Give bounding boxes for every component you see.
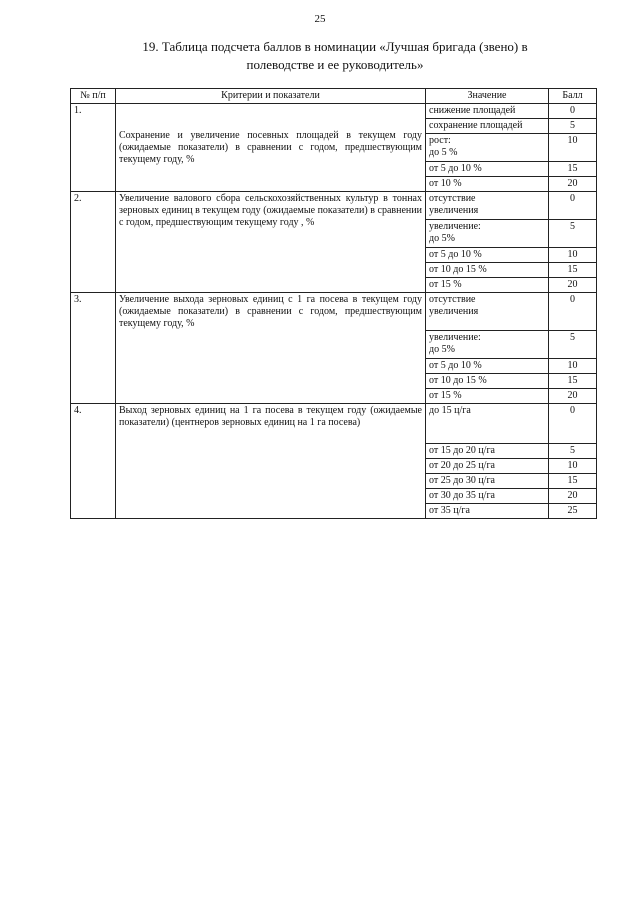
value-cell: от 15 % [426, 278, 549, 293]
title-line-2: полеводстве и ее руководитель» [246, 57, 424, 72]
value-cell: от 10 до 15 % [426, 374, 549, 389]
row-number: 2. [71, 192, 116, 293]
points-cell: 20 [549, 389, 597, 404]
value-cell: от 5 до 10 % [426, 248, 549, 263]
value-cell: от 5 до 10 % [426, 359, 549, 374]
value-cell: снижение площадей [426, 104, 549, 119]
points-cell: 10 [549, 134, 597, 162]
points-cell: 10 [549, 459, 597, 474]
points-cell: 0 [549, 104, 597, 119]
points-cell: 5 [549, 331, 597, 359]
value-cell: рост: до 5 % [426, 134, 549, 162]
points-cell: 0 [549, 293, 597, 331]
value-cell: от 20 до 25 ц/га [426, 459, 549, 474]
row-number: 1. [71, 104, 116, 192]
value-cell: от 5 до 10 % [426, 162, 549, 177]
points-cell: 5 [549, 119, 597, 134]
page-title [100, 38, 570, 74]
points-cell: 20 [549, 177, 597, 192]
points-cell: 15 [549, 162, 597, 177]
points-cell: 20 [549, 278, 597, 293]
table-row [71, 293, 597, 331]
value-cell: до 15 ц/га [426, 404, 549, 444]
value-cell: от 30 до 35 ц/га [426, 489, 549, 504]
criterion-text: Увеличение выхода зерновых единиц с 1 га посева в текущем году (ожидаемые показатели) в сравнении с годом, предшествующим текущему году, % [116, 293, 426, 404]
value-cell: от 15 % [426, 389, 549, 404]
table-row [71, 192, 597, 220]
value-cell: сохранение площадей [426, 119, 549, 134]
row-number: 4. [71, 404, 116, 519]
points-cell: 25 [549, 504, 597, 519]
points-cell: 15 [549, 374, 597, 389]
table-header-row [71, 89, 597, 104]
header-value: Значение [426, 89, 549, 104]
page-number: 25 [314, 13, 326, 25]
points-cell: 15 [549, 263, 597, 278]
header-number: № п/п [71, 89, 116, 104]
points-cell: 0 [549, 404, 597, 444]
table-row [71, 104, 597, 119]
scoring-table [70, 88, 597, 519]
value-cell: отсутствие увеличения [426, 293, 549, 331]
table-row [71, 404, 597, 444]
row-number: 3. [71, 293, 116, 404]
header-criteria: Критерии и показатели [116, 89, 426, 104]
value-cell: от 25 до 30 ц/га [426, 474, 549, 489]
value-cell: от 35 ц/га [426, 504, 549, 519]
criterion-text: Выход зерновых единиц на 1 га посева в текущем году (ожидаемые показатели) (центнеров зерновых единиц на 1 га посева) [116, 404, 426, 519]
value-cell: от 10 до 15 % [426, 263, 549, 278]
points-cell: 0 [549, 192, 597, 220]
points-cell: 15 [549, 474, 597, 489]
header-points: Балл [549, 89, 597, 104]
value-cell: от 10 % [426, 177, 549, 192]
points-cell: 10 [549, 248, 597, 263]
value-cell: увеличение: до 5% [426, 220, 549, 248]
points-cell: 5 [549, 220, 597, 248]
title-line-1: 19. Таблица подсчета баллов в номинации «Лучшая бригада (звено) в [142, 39, 528, 54]
value-cell: отсутствие увеличения [426, 192, 549, 220]
criterion-text: Увеличение валового сбора сельскохозяйственных культур в тоннах зерновых единиц в текущем году (ожидаемые показатели) в сравнении с годом, предшествующим текущему году , % [116, 192, 426, 293]
points-cell: 5 [549, 444, 597, 459]
criterion-text: Сохранение и увеличение посевных площадей в текущем году (ожидаемые показатели) в сравнении с годом, предшествующим текущему году, % [116, 104, 426, 192]
value-cell: от 15 до 20 ц/га [426, 444, 549, 459]
points-cell: 10 [549, 359, 597, 374]
value-cell: увеличение: до 5% [426, 331, 549, 359]
points-cell: 20 [549, 489, 597, 504]
